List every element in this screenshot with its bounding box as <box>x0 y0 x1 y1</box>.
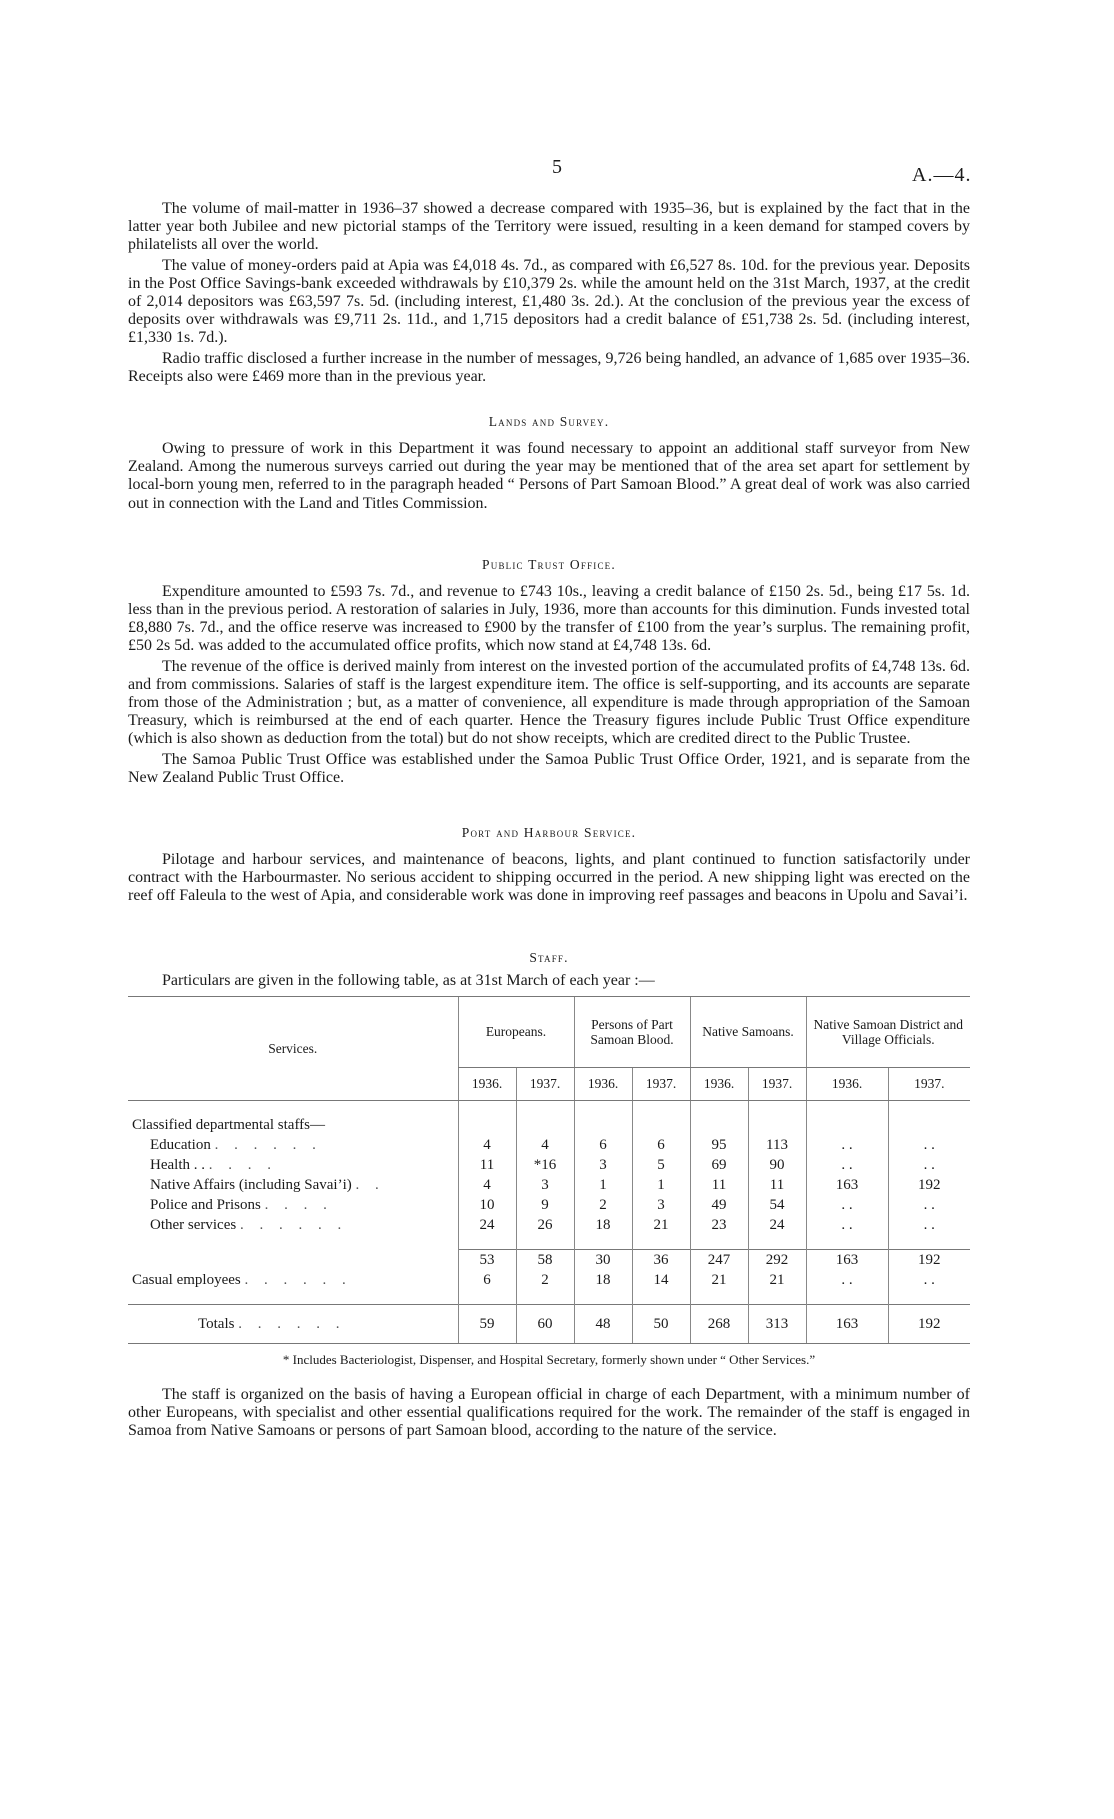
dot-leader: . . <box>355 1176 385 1193</box>
cell: . . <box>806 1270 888 1290</box>
cell: 9 <box>516 1195 574 1215</box>
dot-leader: . . . . . . <box>238 1315 346 1332</box>
cell: 192 <box>888 1249 970 1270</box>
cell: 4 <box>458 1135 516 1155</box>
cell: 6 <box>632 1135 690 1155</box>
table-row <box>128 1115 970 1135</box>
paragraph: Expenditure amounted to £593 7s. 7d., and revenue to £743 10s., leaving a credit balance of £150 2s. 5d., being £17 5s. 1d. less than in the previous period. A restoration of salaries in July, 1936, more than accounts for this diminution. Funds invested total £8,880 7s. 7d., and the office reserve was increased to £900 by the transfer of £100 from the year’s surplus. The remaining profit, £50 2s 5d. was added to the accumulated office profits, which now stand at £4,748 13s. 6d. <box>128 582 970 655</box>
cell: 50 <box>632 1304 690 1343</box>
cell: 163 <box>806 1249 888 1270</box>
cell: 3 <box>516 1175 574 1195</box>
paragraph: The volume of mail-matter in 1936–37 showed a decrease compared with 1935–36, but is explained by the fact that in the latter year both Jubilee and new pictorial stamps of the Territory were issued, resulting in a keen demand for stamped covers by philatelists all over the world. <box>128 200 970 254</box>
row-label: Other services <box>150 1216 237 1233</box>
year-header: 1937. <box>632 1067 690 1100</box>
year-header: 1936. <box>574 1067 632 1100</box>
document-reference: A.—4. <box>912 164 972 186</box>
cell: 6 <box>458 1270 516 1290</box>
cell: 60 <box>516 1304 574 1343</box>
row-label: Education <box>150 1136 211 1153</box>
cell: 3 <box>574 1155 632 1175</box>
page-body <box>128 200 970 1443</box>
native-samoans-header: Native Samoans. <box>690 996 806 1067</box>
row-label: Totals <box>198 1315 235 1332</box>
casual-row <box>128 1270 970 1290</box>
cell: 21 <box>748 1270 806 1290</box>
cell: 113 <box>748 1135 806 1155</box>
cell: 18 <box>574 1270 632 1290</box>
cell: 53 <box>458 1249 516 1270</box>
cell: . . <box>888 1135 970 1155</box>
cell: . . <box>806 1215 888 1235</box>
row-label: Police and Prisons <box>150 1196 261 1213</box>
cell: 36 <box>632 1249 690 1270</box>
dot-leader: . . . . . . <box>239 1216 348 1233</box>
section-port-and-harbour <box>128 825 970 906</box>
cell: 69 <box>690 1155 748 1175</box>
cell: . . <box>806 1155 888 1175</box>
section-heading: Staff. <box>529 949 569 965</box>
cell: . . <box>888 1195 970 1215</box>
paragraph: The revenue of the office is derived mainly from interest on the invested portion of the accumulated profits of £4,748 13s. 6d. and from commissions. Salaries of staff is the largest expenditure item. The office is self-supporting, and its accounts are separate from those of the Administration ; but, as a matter of convenience, all expenditure is made through appropriation of the Samoan Treasury, which is reimbursed at the end of each quarter. Hence the Treasury figures include Public Trust Office expenditure (which is also shown as deduction from the total) but do not show receipts, which are credited direct to the Public Trustee. <box>128 657 970 748</box>
section-staff <box>128 950 970 1441</box>
cell: . . <box>806 1135 888 1155</box>
row-label: Casual employees <box>132 1271 241 1288</box>
cell: 2 <box>516 1270 574 1290</box>
cell: 6 <box>574 1135 632 1155</box>
dot-leader: . . . . . . <box>244 1271 352 1288</box>
cell: 14 <box>632 1270 690 1290</box>
cell: 49 <box>690 1195 748 1215</box>
part-samoan-header: Persons of Part Samoan Blood. <box>574 996 690 1067</box>
dot-leader: . . . . <box>264 1196 333 1213</box>
table-header-row <box>128 996 970 1067</box>
cell: 247 <box>690 1249 748 1270</box>
cell: 1 <box>574 1175 632 1195</box>
row-label: Health . . <box>150 1156 205 1173</box>
cell: 2 <box>574 1195 632 1215</box>
page-number: 5 <box>552 156 562 178</box>
section-heading: Lands and Survey. <box>488 414 610 430</box>
cell: 58 <box>516 1249 574 1270</box>
table-row <box>128 1155 970 1175</box>
cell: 4 <box>516 1135 574 1155</box>
year-header: 1937. <box>516 1067 574 1100</box>
officials-header: Native Samoan District and Village Officials. <box>806 996 970 1067</box>
cell: 95 <box>690 1135 748 1155</box>
cell: 5 <box>632 1155 690 1175</box>
year-header: 1936. <box>806 1067 888 1100</box>
cell: . . <box>806 1195 888 1215</box>
cell: 11 <box>748 1175 806 1195</box>
cell: 11 <box>690 1175 748 1195</box>
cell: 23 <box>690 1215 748 1235</box>
table-footnote: * Includes Bacteriologist, Dispenser, and Hospital Secretary, formerly shown under “ Other Services.” <box>282 1351 816 1367</box>
cell: 192 <box>888 1304 970 1343</box>
subtotal-row <box>128 1249 970 1270</box>
cell: 268 <box>690 1304 748 1343</box>
cell: 24 <box>748 1215 806 1235</box>
cell: 59 <box>458 1304 516 1343</box>
paragraph: Radio traffic disclosed a further increase in the number of messages, 9,726 being handled, an advance of 1,685 over 1935–36. Receipts also were £469 more than in the previous year. <box>128 349 970 385</box>
cell: 24 <box>458 1215 516 1235</box>
section-mail <box>128 200 970 386</box>
paragraph: Pilotage and harbour services, and maintenance of beacons, lights, and plant continued to function satisfactorily under contract with the Harbourmaster. No serious accident to shipping occurred in the period. A new shipping light was erected on the reef off Faleula to the west of Apia, and considerable work was done in improving reef passages and beacons in Upolu and Savai’i. <box>128 851 970 905</box>
cell: 11 <box>458 1155 516 1175</box>
table-intro: Particulars are given in the following table, as at 31st March of each year :— <box>162 971 655 989</box>
cell: 54 <box>748 1195 806 1215</box>
section-heading: Public Trust Office. <box>482 556 616 572</box>
section-lands-and-survey <box>128 414 970 513</box>
year-header: 1937. <box>888 1067 970 1100</box>
cell: . . <box>888 1215 970 1235</box>
cell: 313 <box>748 1304 806 1343</box>
europeans-header: Europeans. <box>458 996 574 1067</box>
cell: 3 <box>632 1195 690 1215</box>
paragraph: The value of money-orders paid at Apia was £4,018 4s. 7d., as compared with £6,527 8s. 10d. for the previous year. Deposits in the Post Office Savings-bank exceeded withdrawals by £10,379 2s. while the amount held on the 31st March, 1937, at the credit of 2,014 depositors was £63,597 7s. 5d. (including interest, £1,480 3s. 2d.). At the conclusion of the previous year the excess of deposits over withdrawals was £9,711 2s. 11d., and 1,715 depositors had a credit balance of £51,738 2s. 5d. (including interest, £1,330 1s. 7d.). <box>128 256 970 347</box>
year-header: 1936. <box>690 1067 748 1100</box>
section-public-trust-office <box>128 557 970 787</box>
section-heading: Port and Harbour Service. <box>461 825 637 841</box>
totals-row <box>128 1304 970 1343</box>
cell: 30 <box>574 1249 632 1270</box>
cell: 192 <box>888 1175 970 1195</box>
table-row <box>128 1175 970 1195</box>
cell: 21 <box>632 1215 690 1235</box>
cell: 48 <box>574 1304 632 1343</box>
cell: 1 <box>632 1175 690 1195</box>
year-header: 1937. <box>748 1067 806 1100</box>
cell: 26 <box>516 1215 574 1235</box>
staff-table <box>128 996 970 1344</box>
cell: 163 <box>806 1304 888 1343</box>
cell: . . <box>888 1155 970 1175</box>
table-row <box>128 1195 970 1215</box>
row-label: Native Affairs (including Savai’i) <box>150 1176 352 1193</box>
cell: 90 <box>748 1155 806 1175</box>
paragraph: The Samoa Public Trust Office was established under the Samoa Public Trust Office Order, 1921, and is separate from the New Zealand Public Trust Office. <box>128 750 970 786</box>
year-header: 1936. <box>458 1067 516 1100</box>
services-header: Services. <box>128 996 458 1100</box>
cell: 18 <box>574 1215 632 1235</box>
cell: 4 <box>458 1175 516 1195</box>
table-row <box>128 1215 970 1235</box>
classified-heading: Classified departmental staffs— <box>132 1116 326 1133</box>
paragraph: The staff is organized on the basis of having a European official in charge of each Department, with a minimum number of other Europeans, with specialist and other essential qualifications required for the work. The remainder of the staff is engaged in Samoa from Native Samoans or persons of part Samoan blood, according to the nature of the service. <box>128 1385 970 1440</box>
cell: . . <box>888 1270 970 1290</box>
cell: 21 <box>690 1270 748 1290</box>
table-row <box>128 1135 970 1155</box>
cell: 163 <box>806 1175 888 1195</box>
cell: 10 <box>458 1195 516 1215</box>
cell: 292 <box>748 1249 806 1270</box>
cell: *16 <box>516 1155 574 1175</box>
paragraph: Owing to pressure of work in this Department it was found necessary to appoint an additional staff surveyor from New Zealand. Among the numerous surveys carried out during the year may be mentioned that of the area set apart for settlement by local-born young men, referred to in the paragraph headed “ Persons of Part Samoan Blood.” A great deal of work was also carried out in connection with the Land and Titles Commission. <box>128 440 970 512</box>
dot-leader: . . . . . . <box>214 1136 322 1153</box>
dot-leader: . . . . <box>208 1156 277 1173</box>
